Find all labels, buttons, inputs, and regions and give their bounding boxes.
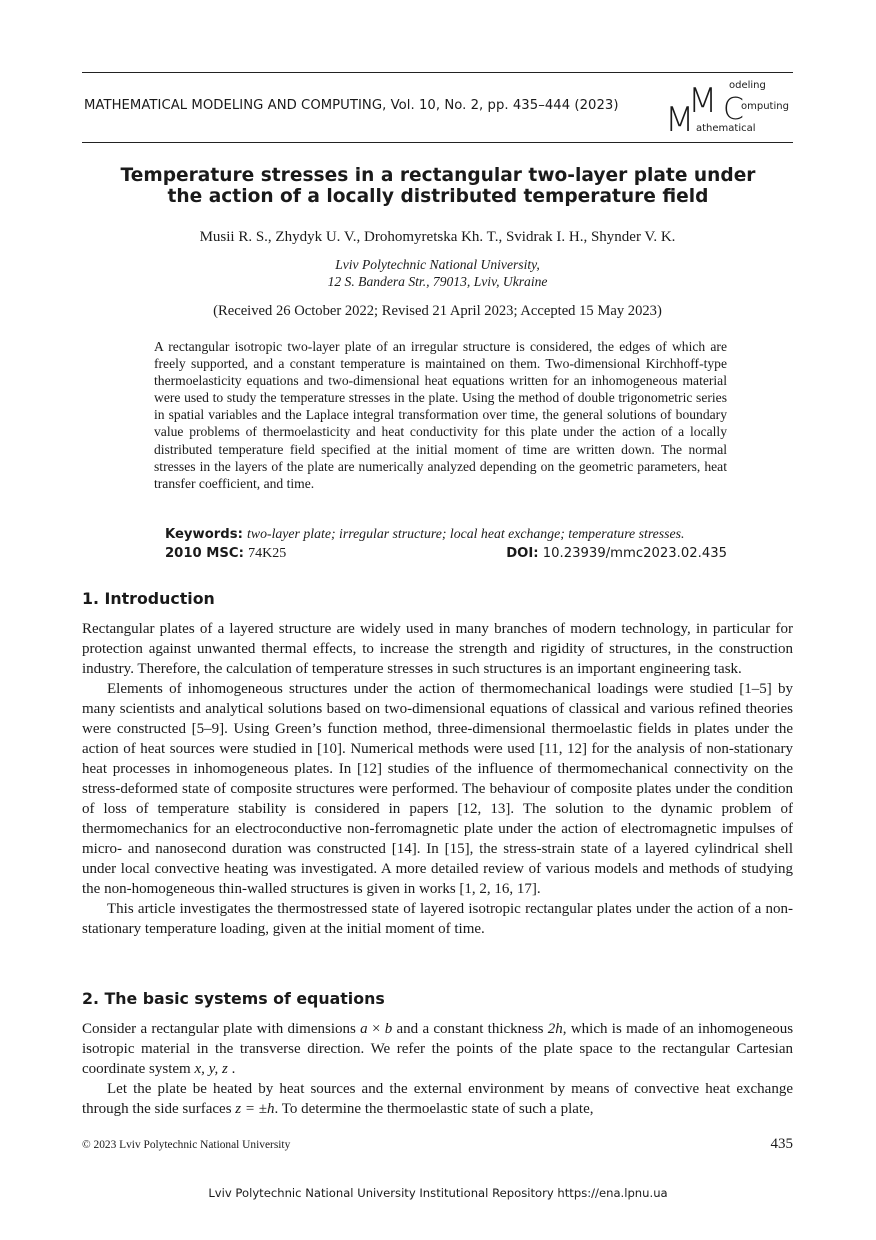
section-1-heading: 1. Introduction — [82, 589, 215, 608]
affiliation-line-2: 12 S. Bandera Str., 79013, Lviv, Ukraine — [327, 274, 548, 289]
text: . To determine the thermoelastic state of such a plate, — [274, 1101, 594, 1117]
header-bottom-rule — [82, 142, 793, 143]
doi-link[interactable]: 10.23939/mmc2023.02.435 — [542, 546, 727, 561]
math-thickness: 2h — [547, 1021, 563, 1037]
paragraph — [82, 1019, 793, 1079]
keywords-label: Keywords: — [165, 527, 243, 542]
math-times: × — [371, 1021, 381, 1037]
doi — [506, 546, 727, 561]
math-var-a: a — [360, 1021, 368, 1037]
keywords-value: two-layer plate; irregular structure; local heat exchange; temperature stresses. — [247, 526, 685, 541]
keywords — [165, 526, 727, 542]
section-2-body — [82, 1019, 793, 1119]
section-2-heading: 2. The basic systems of equations — [82, 989, 385, 1008]
text: . — [231, 1061, 236, 1077]
paragraph: Rectangular plates of a layered structure are widely used in many branches of modern technology, in particular for protection against unwanted thermal effects, to increase the strength and rigidity of structures, in the construction industry. Therefore, the calculation of temperature stresses in such structures is an important engineering task. — [82, 621, 793, 677]
repository-footer: Lviv Polytechnic National University Institutional Repository https://ena.lpnu.ua — [208, 1186, 668, 1200]
title-line-2: the action of a locally distributed temperature field — [167, 186, 709, 207]
paragraph: Elements of inhomogeneous structures under the action of thermomechanical loadings were studied [1–5] by many scientists and analytical solutions based on two-dimensional equations of classical and various refined theories were constructed [5–9]. Using Green’s function method, three-dimensional thermoelastic fields in plates under the action of heat sources were studied in [10]. Numerical methods were used [11, 12] for the analysis of non-stationary heat processes in inhomogeneous plates. In [12] studies of the influence of thermomechanical connectivity on the stress-deformed state of composite structures were performed. The behaviour of composite plates under the condition of loss of temperature stability is considered in papers [12, 13]. The solution to the dynamic problem of thermomechanics for an electroconductive non-ferromagnetic plate under the action of electromagnetic impulses of micro- and nanosecond duration was constructed [14]. In [15], the stress-strain state of a layered cylindrical shell under local convective heating was investigated. A more detailed review of various models and methods of studying the non-homogeneous thin-walled structures is given in works [1, 2, 16, 17]. — [82, 681, 793, 897]
journal-name: MATHEMATICAL MODELING AND COMPUTING, — [84, 98, 387, 113]
msc-value: 74K25 — [248, 546, 287, 561]
logo-word-omputing: omputing — [741, 101, 789, 112]
text: and a constant thickness — [396, 1021, 544, 1037]
msc-code — [165, 546, 286, 562]
received-dates: (Received 26 October 2022; Revised 21 April 2023; Accepted 15 May 2023) — [213, 303, 662, 319]
journal-citation — [84, 98, 619, 113]
affiliation-line-1: Lviv Polytechnic National University, — [335, 257, 540, 272]
affiliation — [82, 256, 793, 290]
text: Consider a rectangular plate with dimensions — [82, 1021, 356, 1037]
paragraph — [82, 1079, 793, 1119]
abstract: A rectangular isotropic two-layer plate of an irregular structure is considered, the edges of which are freely supported, and a constant temperature is maintained on them. Two-dimensional Kirchhoff-type thermoelasticity equations and two-dimensional heat equations written for an inhomogeneous material were used to study the temperature stresses in the plate. Using the method of double trigonometric series in spatial variables and the Laplace integral transformation over time, the general solutions of boundary value problems of thermoelasticity and heat conductivity for this plate under the action of a locally distributed temperature field specified at the initial moment of time are written down. The normal stresses in the layers of the plate are numerically analyzed depending on the geometric parameters, heat transfer coefficient, and time. — [154, 339, 727, 491]
text: , which is made of an inhomogeneous isotropic material in the transverse direction. We refer the points of the plate space to the rectangular Cartesian coordinate system — [82, 1021, 794, 1077]
logo-word-athematical: athematical — [696, 123, 756, 134]
msc-label: 2010 MSC: — [165, 546, 244, 561]
logo-letter-c: C — [723, 92, 744, 127]
math-surface: z = ±h — [235, 1101, 275, 1117]
title-line-1: Temperature stresses in a rectangular two-layer plate under — [120, 165, 756, 186]
paragraph: This article investigates the thermostressed state of layered isotropic rectangular plates under the action of a non-stationary temperature loading, given at the initial moment of time. — [82, 901, 793, 937]
authors: Musii R. S., Zhydyk U. V., Drohomyretska Kh. T., Svidrak I. H., Shynder V. K. — [199, 229, 676, 245]
doi-label: DOI: — [506, 546, 539, 561]
page-number: 435 — [770, 1136, 793, 1152]
journal-volume: Vol. 10, No. 2, pp. 435–444 (2023) — [390, 98, 619, 113]
journal-logo — [665, 78, 795, 138]
copyright: © 2023 Lviv Polytechnic National University — [82, 1139, 291, 1151]
math-var-b: b — [384, 1021, 393, 1037]
section-1-body — [82, 619, 793, 939]
logo-letter-m-upper: M — [688, 81, 718, 121]
text: Let the plate be heated by heat sources and the external environment by means of convective heat exchange through the side surfaces — [82, 1081, 793, 1117]
logo-word-odeling: odeling — [729, 80, 766, 91]
logo-letter-m-lower: M — [665, 100, 695, 140]
header-top-rule — [82, 72, 793, 73]
math-coordinates: x, y, z — [194, 1061, 228, 1077]
article-title — [100, 165, 776, 207]
